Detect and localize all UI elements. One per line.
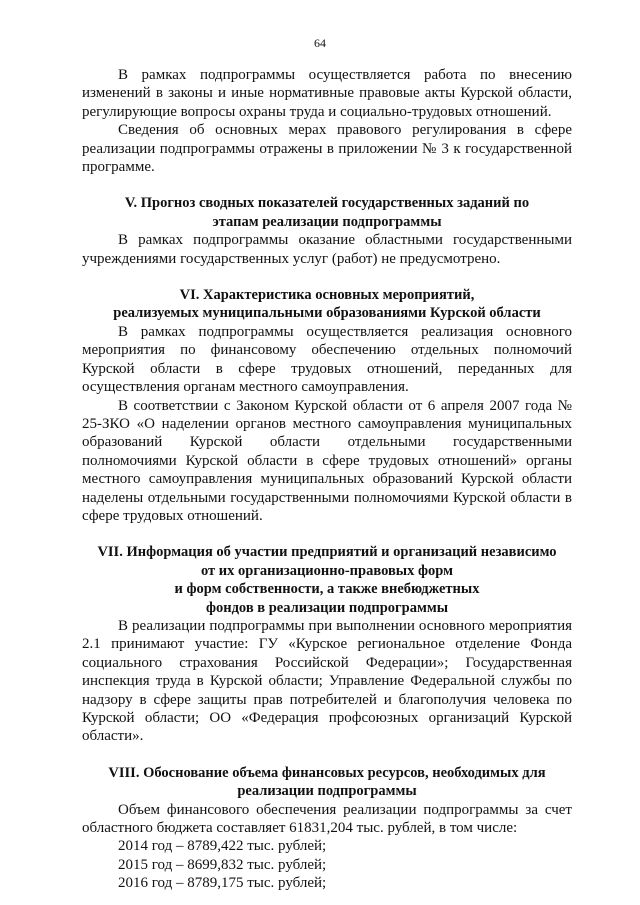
paragraph-legal-regulation: В рамках подпрограммы осуществляется работа по внесению изменений в законы и иные нормативные правовые акты Курской области, регулирующие вопросы охраны труда и социально-трудовых отношений. [82, 67, 572, 120]
section-5-heading [82, 194, 572, 231]
section-7-heading-line: фондов в реализации подпрограммы [205, 599, 449, 616]
document-body [82, 66, 572, 893]
section-8-heading-line: реализации подпрограммы [237, 783, 417, 800]
section-5-heading-line: V. Прогноз сводных показателей государственных заданий по [124, 195, 530, 212]
paragraph-main-activity: В рамках подпрограммы осуществляется реализация основного мероприятия по финансовому обеспечению отдельных полномочий Курской области в сфере трудовых отношений, переданных для осуществления органам местного самоуправления. [82, 323, 572, 396]
section-7-heading-line: от их организационно-правовых форм [200, 562, 454, 579]
section-8-heading-line: VIII. Обоснование объема финансовых ресурсов, необходимых для [108, 764, 546, 781]
section-6-heading-line: VI. Характеристика основных мероприятий, [179, 287, 475, 304]
section-7-heading-line: VII. Информация об участии предприятий и организаций независимо [97, 544, 557, 561]
paragraph-financing-total: Объем финансового обеспечения реализации подпрограммы за счет областного бюджета составляет 61831,204 тыс. рублей, в том числе: [82, 801, 572, 837]
paragraph-participants: В реализации подпрограммы при выполнении основного мероприятия 2.1 принимают участие: ГУ «Курское региональное отделение Фонда социального страхования Российской Федерации»; Государственная инспекция труда в Курской области; Управление Федеральной службы по надзору в сфере защиты прав потребителей и благополучия человека по Курской области; ОО «Федерация профсоюзных организаций Курской области». [82, 617, 572, 745]
paragraph-regulation-measures: Сведения об основных мерах правового регулирования в сфере реализации подпрограммы отражены в приложении № 3 к государственной программе. [82, 122, 572, 176]
section-6-heading [82, 286, 572, 323]
paragraph-kursk-law: В соответствии с Законом Курской области от 6 апреля 2007 года № 25-ЗКО «О наделении органов местного самоуправления муниципальных образований Курской области отдельными государственными полномочиями Курской области в сфере трудовых отношений» органы местного самоуправления муниципальных образований Курской области наделены отдельными государственными полномочиями Курской области в сфере трудовых отношений. [82, 397, 572, 524]
section-7-heading-line: и форм собственности, а также внебюджетных [174, 581, 480, 598]
financing-year-item: 2016 год – 8789,175 тыс. рублей; [118, 875, 327, 892]
page-number: 64 [314, 36, 326, 50]
section-7-heading [82, 543, 572, 617]
section-8-heading [82, 764, 572, 801]
paragraph-state-services: В рамках подпрограммы оказание областными государственными учреждениями государственных услуг (работ) не предусмотрено. [82, 232, 572, 267]
financing-year-item: 2014 год – 8789,422 тыс. рублей; [118, 838, 327, 855]
section-5-heading-line: этапам реализации подпрограммы [212, 213, 442, 230]
financing-year-item: 2015 год – 8699,832 тыс. рублей; [118, 856, 327, 873]
section-6-heading-line: реализуемых муниципальными образованиями Курской области [113, 305, 541, 322]
